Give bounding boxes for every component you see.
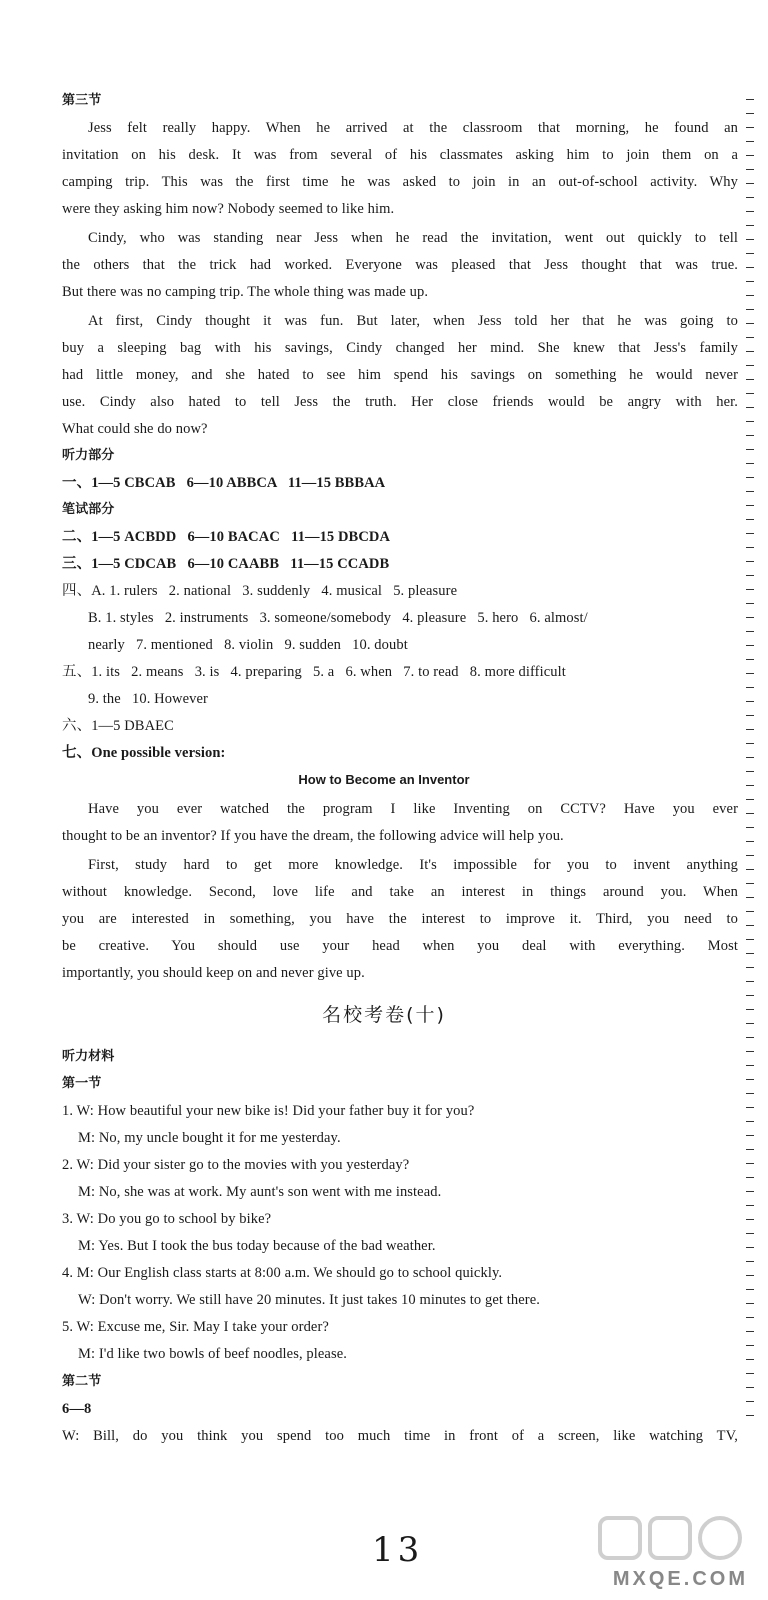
essay-title: How to Become an Inventor xyxy=(298,772,470,787)
dialogue-line: M: No, my uncle bought it for me yesterday. xyxy=(78,1130,341,1146)
part2-heading: 第二节 xyxy=(62,1374,102,1389)
answer-line: 五、1. its 2. means 3. is 4. preparing 5. a 6. when 7. to read 8. more difficult xyxy=(62,664,566,680)
cut-line xyxy=(746,92,754,1418)
answer-line: 六、1—5 DBAEC xyxy=(62,718,174,734)
passage-line: invitation on his desk. It was from several of his classmates asking him to join them on a xyxy=(62,147,738,163)
answer-line: B. 1. styles 2. instruments 3. someone/somebody 4. pleasure 5. hero 6. almost/ xyxy=(88,610,588,626)
range-label: 6—8 xyxy=(62,1401,92,1417)
dialogue-line: M: No, she was at work. My aunt's son went with me instead. xyxy=(78,1184,442,1200)
passage-line: But there was no camping trip. The whole thing was made up. xyxy=(62,284,429,300)
dialogue-line: W: Don't worry. We still have 20 minutes. It just takes 10 minutes to get there. xyxy=(78,1292,540,1308)
answer-line: 四、A. 1. rulers 2. national 3. suddenly 4. musical 5. pleasure xyxy=(62,583,458,599)
essay-line: you are interested in something, you have the interest to improve it. Third, you need to xyxy=(62,911,738,927)
answer-line: 一、1—5 CBCAB 6—10 ABBCA 11—15 BBBAA xyxy=(62,475,386,491)
passage-line: What could she do now? xyxy=(62,421,208,437)
passage-line: Jess felt really happy. When he arrived at the classroom that morning, he found an xyxy=(88,120,738,136)
section3-heading: 第三节 xyxy=(62,93,102,108)
passage-line: use. Cindy also hated to tell Jess the truth. Her close friends would be angry with her. xyxy=(62,394,738,410)
essay-line: be creative. You should use your head when you deal with everything. Most xyxy=(62,938,738,954)
dialogue-line: M: I'd like two bowls of beef noodles, please. xyxy=(78,1346,347,1362)
passage-line: camping trip. This was the first time he was asked to join in an out-of-school activity. Why xyxy=(62,174,738,190)
dialogue-line: 5. W: Excuse me, Sir. May I take your order? xyxy=(62,1319,329,1335)
page-number: 13 xyxy=(372,1530,424,1570)
dialogue-line: M: Yes. But I took the bus today because of the bad weather. xyxy=(78,1238,436,1254)
answer-line: 9. the 10. However xyxy=(88,691,208,707)
written-heading: 笔试部分 xyxy=(62,502,115,517)
passage-line: buy a sleeping bag with his savings, Cindy changed her mind. She knew that Jess's family xyxy=(62,340,738,356)
answer-line: nearly 7. mentioned 8. violin 9. sudden 10. doubt xyxy=(88,637,408,653)
passage-line: were they asking him now? Nobody seemed to like him. xyxy=(62,201,395,217)
passage-line: At first, Cindy thought it was fun. But later, when Jess told her that he was going to xyxy=(88,313,738,329)
paper-title: 名校考卷(十) xyxy=(322,1004,446,1026)
watermark-text: MXQE.COM xyxy=(612,1568,748,1590)
essay-line: First, study hard to get more knowledge. It's impossible for you to invent anything xyxy=(88,857,738,873)
essay-line: importantly, you should keep on and never give up. xyxy=(62,965,365,981)
dialogue-line: 2. W: Did your sister go to the movies with you yesterday? xyxy=(62,1157,410,1173)
materials-heading: 听力材料 xyxy=(62,1049,115,1064)
essay-line: without knowledge. Second, love life and take an interest in things around you. When xyxy=(62,884,738,900)
passage-line: the others that the trick had worked. Everyone was pleased that Jess thought that was true. xyxy=(62,257,738,273)
answer-line: 三、1—5 CDCAB 6—10 CAABB 11—15 CCADB xyxy=(62,556,390,572)
essay-line: Have you ever watched the program I like Inventing on CCTV? Have you ever xyxy=(88,801,738,817)
passage-line: had little money, and she hated to see him spend his savings on something he would never xyxy=(62,367,738,383)
part1-heading: 第一节 xyxy=(62,1076,102,1091)
dialogue-line: W: Bill, do you think you spend too much time in front of a screen, like watching TV, xyxy=(62,1428,738,1444)
essay-line: thought to be an inventor? If you have the dream, the following advice will help you. xyxy=(62,828,564,844)
dialogue-line: 3. W: Do you go to school by bike? xyxy=(62,1211,272,1227)
listening-heading: 听力部分 xyxy=(62,448,115,463)
dialogue-line: 4. M: Our English class starts at 8:00 a.m. We should go to school quickly. xyxy=(62,1265,503,1281)
passage-line: Cindy, who was standing near Jess when he read the invitation, went out quickly to tell xyxy=(88,230,738,246)
answer-line: 二、1—5 ACBDD 6—10 BACAC 11—15 DBCDA xyxy=(62,529,391,545)
dialogue-line: 1. W: How beautiful your new bike is! Did your father buy it for you? xyxy=(62,1103,475,1119)
answer-line: 七、One possible version: xyxy=(62,745,226,761)
